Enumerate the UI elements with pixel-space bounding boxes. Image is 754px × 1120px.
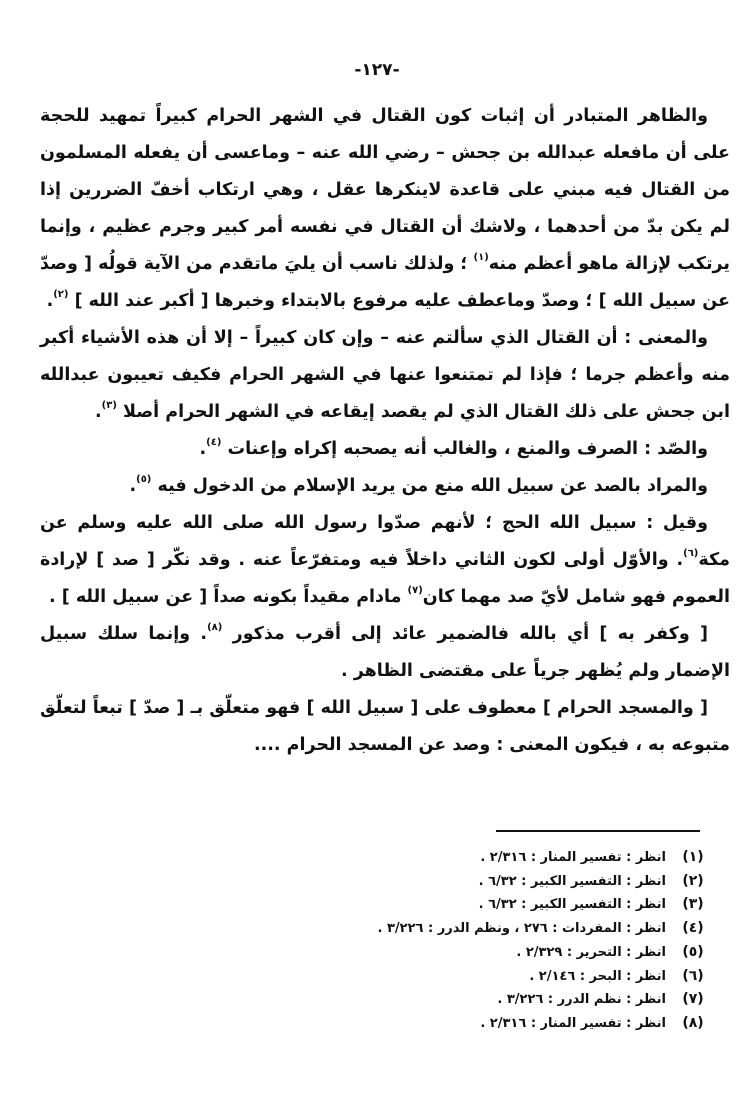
footnote-separator	[496, 830, 700, 832]
footnote-text: انظر : المفردات : ٢٧٦ ، ونظم الدرر : ٣/٢٢٦ .	[377, 921, 666, 937]
footnote-text: انظر : التفسير الكبير : ٦/٣٢ .	[478, 897, 666, 913]
footnote-number: (٦)	[682, 967, 704, 984]
paragraph-text: [ وكفر به ] أي بالله فالضمير عائد إلى أقرب مذكور	[222, 624, 708, 644]
paragraph-text: ؛ ولذلك ناسب أن يليَ ماتقدم من الآية قولُه [ وصدّ عن سبيل الله ] ؛ وصدّ وماعطف عليه مرفوع بالابتداء وخبرها [ أكبر عند الله ]	[40, 254, 730, 311]
footnote-number: (١)	[682, 849, 704, 865]
footnote-reference[interactable]: (٧)	[407, 585, 423, 597]
paragraph	[40, 505, 730, 616]
paragraph-text: [ والمسجد الحرام ] معطوف على [ سبيل الله ] فهو متعلّق بـ [ صدّ ] تبعاً لتعلّق متبوعه به ، فيكون المعنى : وصد عن المسجد الحرام ....	[40, 698, 730, 755]
footnote-number: (٣)	[682, 896, 704, 913]
paragraph-text: . والأوّل أولى لكون الثاني داخلاً فيه ومتفرّعاً عنه . وقد نكّر [ صد ] لإرادة العموم فهو شامل لأيّ صد مهما كان	[40, 550, 730, 607]
footnote-item	[40, 988, 710, 1012]
paragraph-text: والمعنى : أن القتال الذي سألتم عنه – وإن كان كبيراً – إلا أن هذه الأشياء أكبر منه وأعظم جرما ؛ فإذا لم تمتنعوا عنها في الشهر الحرام فكيف تعيبون عبدالله ابن جحش على ذلك القتال الذي لم يقصد إيقاعه في الشهر الحرام أصلا	[40, 328, 730, 422]
paragraph-text: والظاهر المتبادر أن إثبات كون القتال في الشهر الحرام كبيراً تمهيد للحجة على أن مافعله عبدالله بن جحش – رضي الله عنه – وماعسى أن يفعله المسلمون من القتال فيه مبني على قاعدة لاينكرها عقل ، وهي ارتكاب أخفّ الضررين إذا لم يكن بدّ من أحدهما ، ولاشك أن القتال في نفسه أمر كبير وجرم عظيم ، وإنما يرتكب لإزالة ماهو أعظم منه	[40, 106, 731, 274]
footnote-reference[interactable]: (٤)	[206, 437, 222, 449]
footnote-text: انظر : نظم الدرر : ٣/٢٢٦ .	[497, 992, 666, 1008]
paragraph	[40, 690, 730, 764]
footnote-number: (٧)	[682, 991, 704, 1008]
footnotes	[40, 846, 710, 1036]
footnote-number: (٤)	[682, 920, 704, 937]
footnote-item	[40, 846, 710, 870]
paragraph-text: .	[94, 402, 102, 422]
paragraph	[40, 320, 730, 431]
footnote-text: انظر : تفسير المنار : ٢/٣١٦ .	[480, 1015, 666, 1031]
footnote-reference[interactable]: (٣)	[101, 400, 117, 412]
footnote-item	[40, 965, 710, 989]
footnote-item	[40, 893, 710, 917]
footnote-number: (٢)	[682, 872, 704, 889]
footnote-reference[interactable]: (١)	[473, 252, 489, 264]
paragraph-text: .	[199, 439, 207, 459]
footnote-reference[interactable]: (٨)	[207, 622, 223, 634]
footnote-reference[interactable]: (٥)	[136, 474, 152, 486]
paragraph-text: والمراد بالصد عن سبيل الله منع من يريد الإسلام من الدخول فيه	[151, 476, 708, 496]
paragraph	[40, 616, 730, 690]
paragraph-text: مادام مقيداً بكونه صداً [ عن سبيل الله ] .	[48, 587, 408, 607]
paragraph-text: وقيل : سبيل الله الحج ؛ لأنهم صدّوا رسول الله صلى الله عليه وسلم عن مكة	[40, 513, 730, 570]
footnote-item	[40, 1012, 710, 1036]
footnote-number: (٥)	[682, 943, 704, 960]
page-number: -١٢٧-	[354, 60, 400, 80]
footnote-item	[40, 870, 710, 894]
footnote-item	[40, 941, 710, 965]
footnote-item	[40, 917, 710, 941]
footnote-reference[interactable]: (٦)	[683, 548, 699, 560]
paragraph-text: والصّد : الصرف والمنع ، والغالب أنه يصحبه إكراه وإعنات	[221, 439, 708, 459]
paragraph	[40, 431, 730, 468]
footnote-text: انظر : التحرير : ٢/٣٢٩ .	[516, 944, 666, 960]
footnote-text: انظر : تفسير المنار : ٢/٣١٦ .	[480, 850, 666, 865]
footnote-text: انظر : التفسير الكبير : ٦/٣٢ .	[478, 873, 666, 889]
paragraph	[40, 98, 730, 320]
footnote-reference[interactable]: (٢)	[53, 289, 69, 301]
paragraph-text: .	[46, 291, 54, 311]
footnote-number: (٨)	[682, 1014, 704, 1031]
main-text	[40, 98, 730, 764]
footnote-text: انظر : البحر : ٢/١٤٦ .	[529, 968, 666, 984]
paragraph	[40, 468, 730, 505]
paragraph-text: . وإنما سلك سبيل الإضمار ولم يُظهر جرياً على مقتضى الظاهر .	[40, 624, 730, 681]
paragraph-text: .	[129, 476, 137, 496]
